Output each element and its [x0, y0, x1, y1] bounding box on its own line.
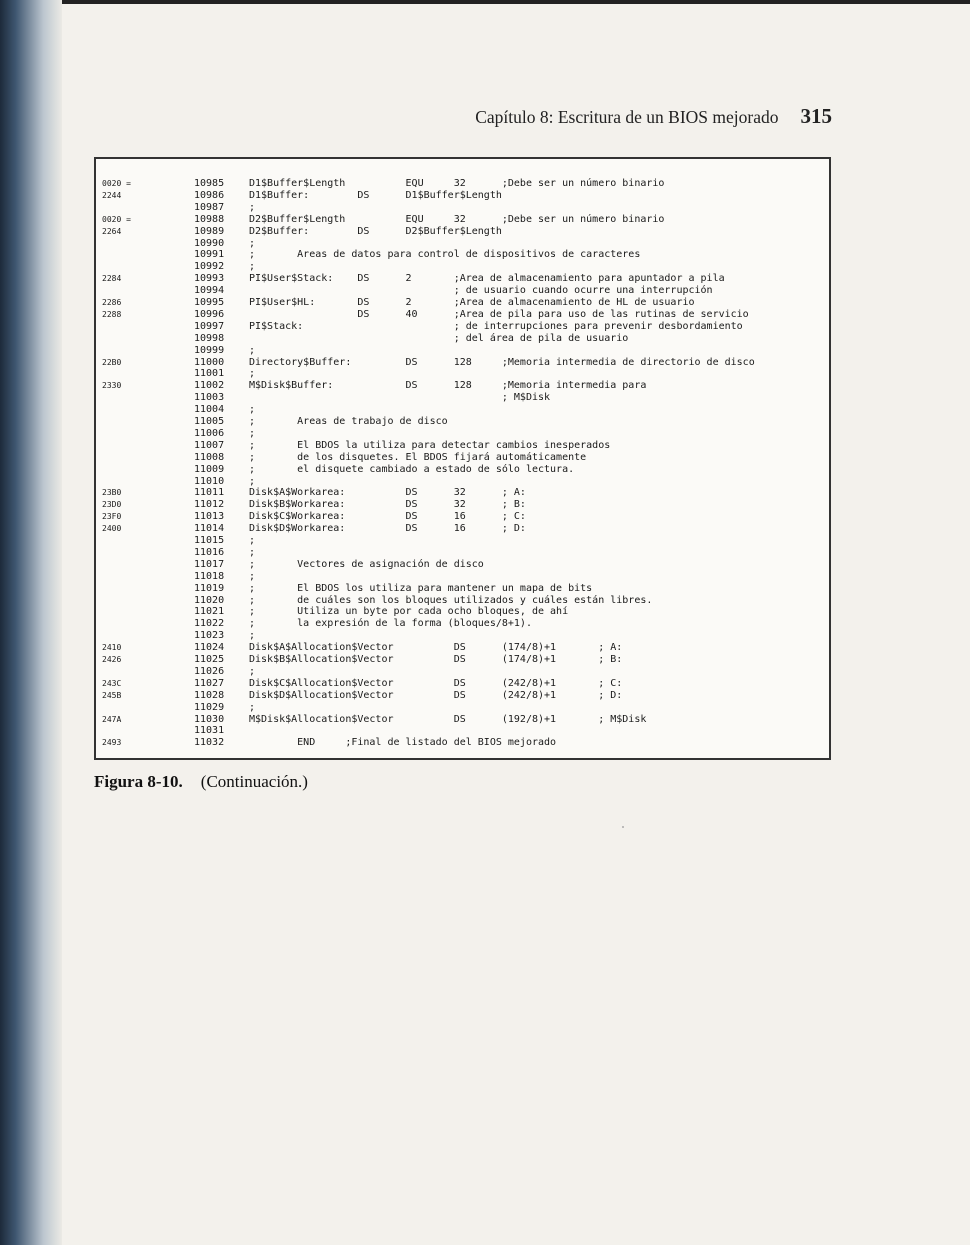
hex-address: 2264: [102, 226, 122, 236]
source-code: ;: [249, 344, 256, 356]
line-number: 11015: [194, 535, 225, 546]
source-code: ; de los disquetes. El BDOS fijará automáticamente: [249, 451, 587, 463]
source-code: D1$Buffer: DS D1$Buffer$Length: [249, 189, 502, 201]
line-number: 10992: [194, 261, 225, 273]
figure-caption: [94, 772, 308, 792]
hex-address: 2330: [102, 381, 122, 391]
line-number: 11032: [194, 737, 225, 749]
line-number: 11013: [194, 511, 225, 523]
line-number: 11003: [194, 392, 225, 404]
source-code: ;: [249, 201, 256, 213]
line-number: 11008: [194, 451, 225, 463]
line-number: 11004: [194, 404, 225, 416]
hex-address: 2400: [102, 524, 122, 534]
line-number: 11026: [194, 665, 225, 677]
figure-label: Figura 8-10.: [94, 772, 183, 791]
source-code: ;: [249, 475, 256, 487]
line-number: 10993: [194, 273, 225, 285]
hex-address: 2288: [102, 309, 122, 319]
line-number: 11018: [194, 570, 225, 582]
source-code: Disk$B$Allocation$Vector DS (174/8)+1 ; B:: [249, 654, 623, 665]
scan-top-edge: [0, 0, 970, 4]
hex-address: 2410: [102, 643, 122, 653]
running-header: [475, 104, 832, 132]
source-code: ;: [249, 630, 256, 642]
source-code: ; Areas de datos para control de dispositivos de caracteres: [249, 249, 641, 261]
page-number: 315: [800, 104, 832, 128]
line-number: 10986: [194, 189, 225, 201]
hex-address: 23D0: [102, 500, 122, 510]
line-number: 11030: [194, 713, 225, 725]
source-code: D1$Buffer$Length EQU 32 ;Debe ser un número binario: [249, 178, 665, 189]
source-code: Disk$A$Allocation$Vector DS (174/8)+1 ; A:: [249, 642, 623, 654]
source-code: PI$User$HL: DS 2 ;Area de almacenamiento de HL de usuario: [249, 297, 695, 308]
hex-address: 2286: [102, 298, 122, 307]
source-code: ;: [249, 237, 256, 249]
line-number: 11023: [194, 630, 225, 642]
source-code: ; El BDOS los utiliza para mantener un mapa de bits: [249, 582, 593, 594]
source-code: ; el disquete cambiado a estado de sólo lectura.: [249, 463, 575, 475]
line-number: 10995: [194, 297, 225, 308]
source-code: ;: [249, 261, 256, 273]
line-number: 11022: [194, 618, 225, 630]
line-number: 11005: [194, 416, 225, 427]
line-number: 10994: [194, 285, 225, 297]
line-number: 10996: [194, 308, 225, 320]
hex-address: 0020 =: [102, 179, 131, 188]
scan-speck: [622, 826, 624, 828]
source-code: END ;Final de listado del BIOS mejorado: [249, 737, 557, 749]
source-code: ; la expresión de la forma (bloques/8+1).: [249, 618, 532, 630]
hex-address: 247A: [102, 714, 122, 724]
hex-address: 243C: [102, 678, 122, 688]
line-number: 10987: [194, 201, 225, 213]
hex-address: 2426: [102, 655, 122, 664]
figure-caption-text: (Continuación.): [200, 772, 308, 791]
source-code: Disk$B$Workarea: DS 32 ; B:: [249, 499, 526, 511]
line-number: 11009: [194, 463, 225, 475]
hex-address: 2493: [102, 738, 122, 748]
source-code: D2$Buffer: DS D2$Buffer$Length: [249, 225, 502, 237]
hex-address: 2284: [102, 274, 122, 284]
line-number: 10991: [194, 249, 225, 261]
source-code: ;: [249, 570, 256, 582]
line-number: 11031: [194, 725, 225, 737]
source-code: ; Vectores de asignación de disco: [249, 558, 484, 570]
line-number: 10985: [194, 178, 225, 189]
source-code: M$Disk$Buffer: DS 128 ;Memoria intermedia para: [249, 380, 647, 392]
line-number: 11016: [194, 546, 225, 558]
line-number: 11001: [194, 368, 225, 380]
source-code: ;: [249, 535, 256, 546]
source-code: D2$Buffer$Length EQU 32 ;Debe ser un número binario: [249, 213, 665, 225]
source-code: PI$Stack: ; de interrupciones para prevenir desbordamiento: [249, 320, 743, 332]
hex-address: 2244: [102, 190, 122, 200]
line-number: 11010: [194, 475, 225, 487]
line-number: 10997: [194, 320, 225, 332]
source-code: ; del área de pila de usuario: [249, 332, 629, 344]
line-number: 11000: [194, 356, 225, 368]
hex-address: 0020 =: [102, 214, 131, 224]
line-number: 10989: [194, 225, 225, 237]
source-code: Disk$A$Workarea: DS 32 ; A:: [249, 487, 526, 499]
line-number: 11006: [194, 427, 225, 439]
line-number: 11002: [194, 380, 225, 392]
hex-address: 23F0: [102, 512, 122, 522]
line-number: 11025: [194, 654, 225, 665]
source-code: DS 40 ;Area de pila para uso de las rutinas de servicio: [249, 308, 749, 320]
source-code: ;: [249, 546, 256, 558]
line-number: 11020: [194, 594, 225, 606]
line-number: 10988: [194, 213, 225, 225]
source-code: Disk$D$Allocation$Vector DS (242/8)+1 ; D:: [249, 689, 623, 701]
source-code: ; M$Disk: [249, 392, 551, 404]
line-number: 11028: [194, 689, 225, 701]
source-code: Directory$Buffer: DS 128 ;Memoria intermedia de directorio de disco: [249, 356, 755, 368]
source-code: ; de cuáles son los bloques utilizados y cuáles están libres.: [249, 594, 653, 606]
source-code: ;: [249, 404, 256, 416]
line-number: 11024: [194, 642, 225, 654]
source-code: ;: [249, 701, 256, 713]
source-code: ;: [249, 368, 256, 380]
source-code: ; Utiliza un byte por cada ocho bloques, de ahí: [249, 606, 569, 618]
source-code: M$Disk$Allocation$Vector DS (192/8)+1 ; M$Disk: [249, 713, 647, 725]
chapter-title: Capítulo 8: Escritura de un BIOS mejorado: [475, 107, 779, 127]
hex-address: 245B: [102, 690, 122, 700]
line-number: 11012: [194, 499, 225, 511]
source-code: ; Areas de trabajo de disco: [249, 416, 448, 427]
line-number: 11007: [194, 439, 225, 451]
source-code: Disk$C$Workarea: DS 16 ; C:: [249, 511, 526, 523]
hex-address: 23B0: [102, 488, 122, 498]
line-number: 11017: [194, 558, 225, 570]
source-code: Disk$D$Workarea: DS 16 ; D:: [249, 523, 526, 535]
line-number: 10990: [194, 237, 225, 249]
line-number: 11011: [194, 487, 225, 499]
line-number: 10998: [194, 332, 225, 344]
line-number: 11029: [194, 701, 225, 713]
source-code: PI$User$Stack: DS 2 ;Area de almacenamiento para apuntador a pila: [249, 273, 725, 285]
source-code: ; de usuario cuando ocurre una interrupción: [249, 285, 713, 297]
source-code: ; El BDOS la utiliza para detectar cambios inesperados: [249, 439, 611, 451]
hex-address: 22B0: [102, 357, 122, 367]
line-number: 11027: [194, 677, 225, 689]
line-number: 10999: [194, 344, 225, 356]
book-spine-shadow: [0, 0, 62, 1245]
source-code: Disk$C$Allocation$Vector DS (242/8)+1 ; C:: [249, 677, 623, 689]
code-listing-box: [94, 157, 831, 760]
line-number: 11021: [194, 606, 225, 618]
line-number: 11014: [194, 523, 225, 535]
line-number: 11019: [194, 582, 225, 594]
source-code: ;: [249, 665, 256, 677]
source-code: ;: [249, 427, 256, 439]
